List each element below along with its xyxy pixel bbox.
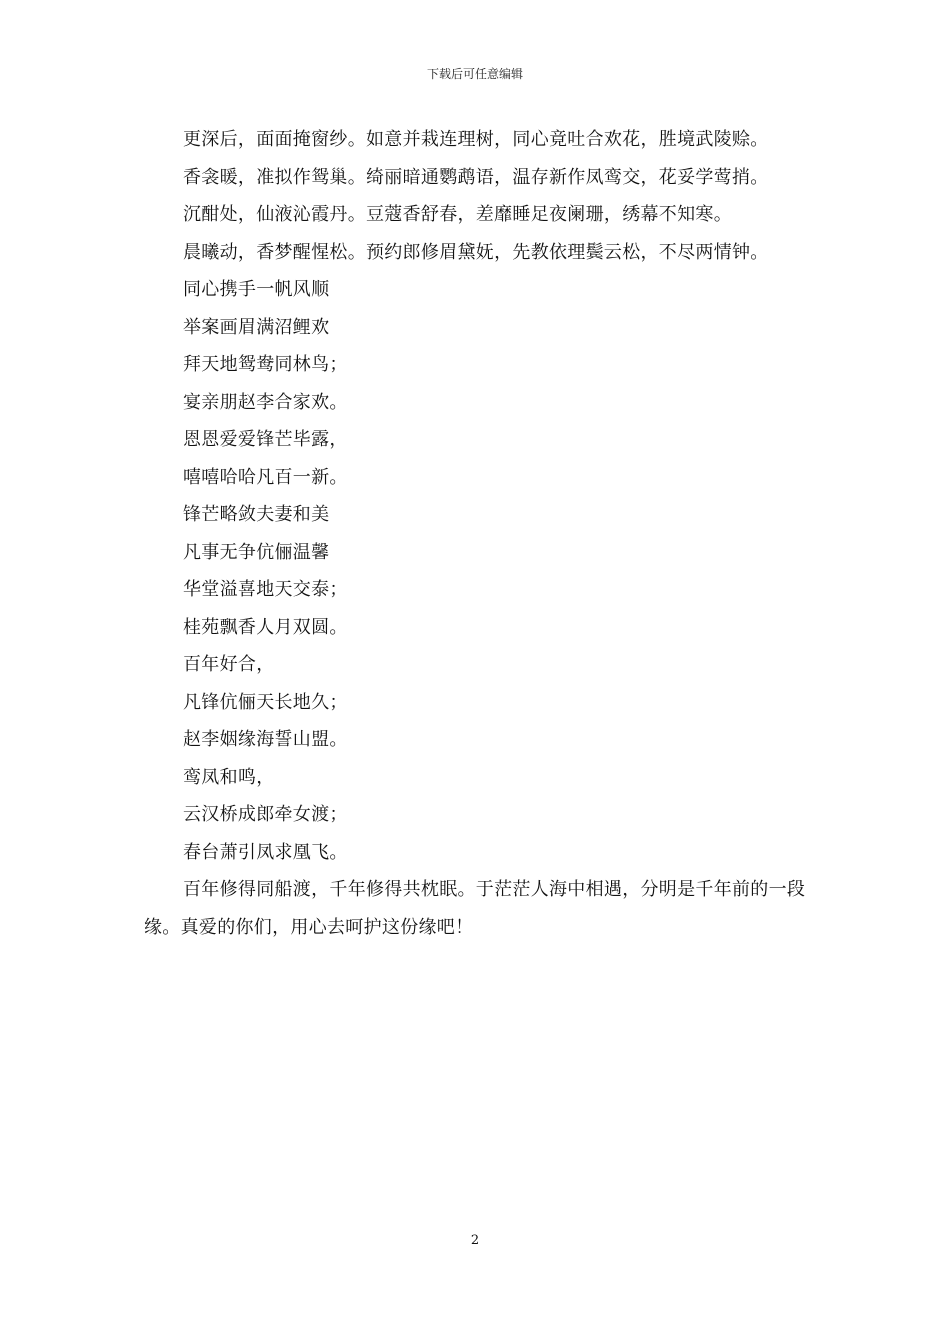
text-line-15: 百年好合， <box>183 654 275 675</box>
closing-paragraph: 百年修得同船渡，千年修得共枕眠。于茫茫人海中相遇，分明是千年前的一段缘。真爱的你们，用心去呵护这份缘吧！ <box>144 879 806 938</box>
text-line-5: 同心携手一帆风顺 <box>183 279 330 300</box>
text-line-2: 香衾暖，准拟作鸳巢。绮丽暗通鹦鹉语，温存新作凤鸾交，花妥学莺捎。 <box>183 166 769 188</box>
text-line-17: 赵李姻缘海誓山盟。 <box>183 729 348 750</box>
text-line-12: 凡事无争伉俪温馨 <box>183 541 330 563</box>
text-line-14: 桂苑飘香人月双圆。 <box>183 616 348 638</box>
page-header: 下载后可任意编辑 <box>426 67 523 81</box>
text-line-6: 举案画眉满沼鲤欢 <box>183 316 330 338</box>
page-number: 2 <box>470 1233 480 1248</box>
text-line-16: 凡锋伉俪天长地久； <box>183 691 348 713</box>
text-line-7: 拜天地鸳鸯同林鸟； <box>183 354 348 375</box>
text-line-4: 晨曦动，香梦醒惺松。预约郎修眉黛妩，先教依理鬓云松，不尽两情钟。 <box>183 241 769 263</box>
text-line-18: 鸾凤和鸣， <box>183 766 275 788</box>
text-line-13: 华堂溢喜地天交泰； <box>183 579 348 600</box>
text-line-11: 锋芒略敛夫妻和美 <box>183 504 330 525</box>
text-line-19: 云汉桥成郎牵女渡； <box>183 804 348 825</box>
text-line-9: 恩恩爱爱锋芒毕露， <box>183 429 348 450</box>
text-line-8: 宴亲朋赵李合家欢。 <box>183 391 348 413</box>
text-line-10: 嘻嘻哈哈凡百一新。 <box>183 466 348 488</box>
document-body <box>144 121 810 946</box>
text-line-20: 春台萧引凤求凰飞。 <box>183 841 348 863</box>
text-line-1: 更深后，面面掩窗纱。如意并栽连理树，同心竟吐合欢花，胜境武陵赊。 <box>183 129 769 150</box>
text-line-3: 沉酣处，仙液沁霞丹。豆蔻香舒春，差靡睡足夜阑珊，绣幕不知寒。 <box>183 204 732 225</box>
